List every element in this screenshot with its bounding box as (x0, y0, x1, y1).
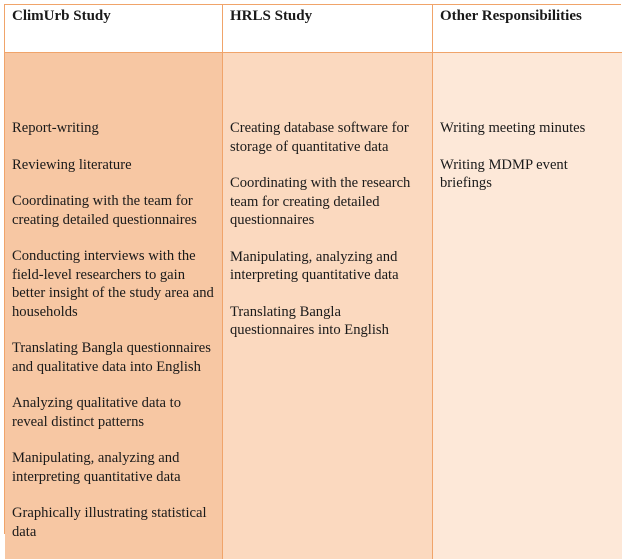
list-item: Conducting interviews with the field-level researchers to gain better insight of the study area and households (12, 248, 214, 320)
climurb-column (5, 53, 223, 559)
list-item: Graphically illustrating statistical data (12, 505, 207, 540)
column-header-other: Other Responsibilities (433, 5, 622, 53)
list-item: Manipulating, analyzing and interpreting quantitative data (12, 450, 181, 485)
list-item: Coordinating with the team for creating detailed questionnaires (12, 193, 197, 228)
other-list (440, 119, 616, 193)
list-item: Coordinating with the research team for creating detailed questionnaires (230, 175, 411, 228)
column-header-hrls: HRLS Study (223, 5, 433, 53)
list-item: Translating Bangla questionnaires into English (230, 303, 389, 338)
climurb-list (12, 119, 216, 541)
list-item: Creating database software for storage of quantitative data (230, 120, 409, 155)
list-item: Analyzing qualitative data to reveal distinct patterns (12, 395, 181, 430)
list-item: Manipulating, analyzing and interpreting quantitative data (230, 248, 399, 283)
hrls-column (223, 53, 433, 559)
list-item: Translating Bangla questionnaires and qualitative data into English (12, 340, 211, 375)
column-header-climurb: ClimUrb Study (5, 5, 223, 53)
list-item: Writing MDMP event briefings (440, 156, 568, 191)
hrls-list (230, 119, 426, 340)
list-item: Writing meeting minutes (440, 120, 586, 136)
list-item: Report-writing (12, 120, 99, 136)
list-item: Reviewing literature (12, 156, 132, 173)
responsibilities-table (4, 4, 621, 540)
other-column (433, 53, 622, 559)
